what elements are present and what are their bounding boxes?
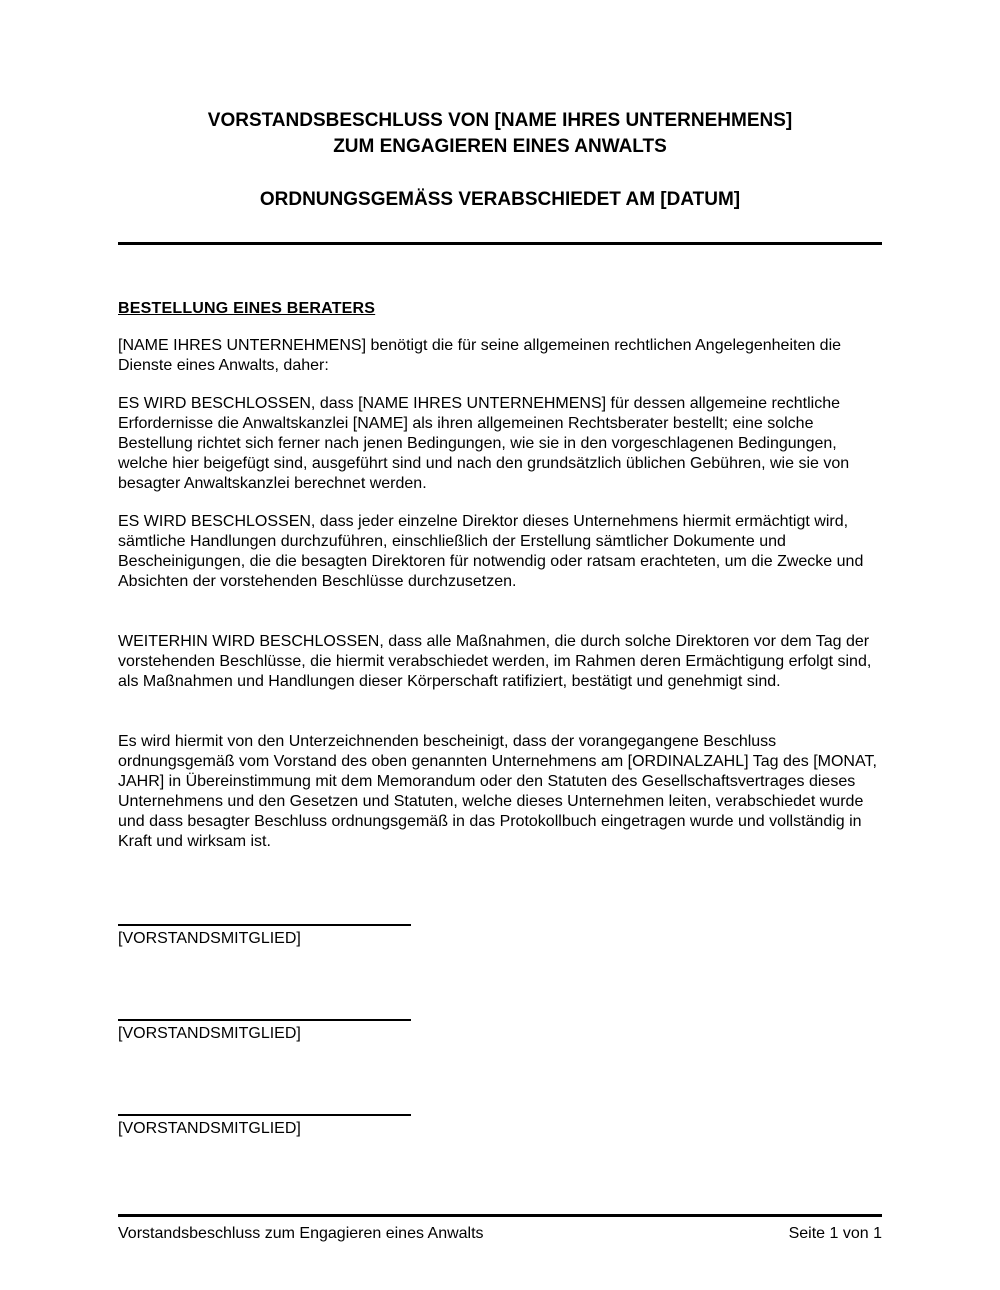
paragraph-certification: Es wird hiermit von den Unterzeichnenden bescheinigt, dass der vorangegangene Beschluss ordnungsgemäß vom Vorstand des oben genannten Unternehmens am [ORDINALZAHL] Tag des [MONAT, JAHR] in Übereinstimmung mit dem Memorandum oder den Statuten des Gesellschaftsvertrages dieses Unternehmens und den Gesetzen und Statuten, welche dieses Unternehmen leiten, verabschiedet wurde und dass besagter Beschluss ordnungsgemäß in das Protokollbuch eingetragen wurde und vollständig in Kraft und wirksam ist. xyxy=(118,733,877,850)
signature-line xyxy=(118,1019,411,1021)
signature-block-3 xyxy=(118,1114,882,1139)
signature-block-2 xyxy=(118,1019,882,1044)
paragraph-resolution-3: WEITERHIN WIRD BESCHLOSSEN, dass alle Maßnahmen, die durch solche Direktoren vor dem Tag der vorstehenden Beschlüsse, die hiermit verabschiedet werden, im Rahmen deren Ermächtigung erfolgt sind, als Maßnahmen und Handlungen dieser Körperschaft ratifiziert, bestätigt und genehmigt sind. xyxy=(118,633,872,690)
paragraph-resolution-1: ES WIRD BESCHLOSSEN, dass [NAME IHRES UNTERNEHMENS] für dessen allgemeine rechtliche Erfordernisse die Anwaltskanzlei [NAME] als ihren allgemeinen Rechtsberater bestellt; eine solche Bestellung richtet sich ferner nach jenen Bedingungen, wie sie in den vorgeschlagenen Bedingungen, welche hier beigefügt sind, ausgeführt sind und nach den grundsätzlich üblichen Gebühren, wie sie von besagter Anwaltskanzlei berechnet werden. xyxy=(118,395,850,492)
signature-line xyxy=(118,924,411,926)
signature-block-1 xyxy=(118,924,882,949)
page-footer xyxy=(118,1214,882,1244)
paragraph-intro: [NAME IHRES UNTERNEHMENS] benötigt die für seine allgemeinen rechtlichen Angelegenheiten die Dienste eines Anwalts, daher: xyxy=(118,337,842,374)
paragraph-resolution-2: ES WIRD BESCHLOSSEN, dass jeder einzelne Direktor dieses Unternehmens hiermit ermächtigt wird, sämtliche Handlungen durchzuführen, einschließlich der Erstellung sämtlicher Dokumente und Bescheinigungen, die die besagten Direktoren für notwendig oder ratsam erachteten, um die Zwecke und Absichten der vorstehenden Beschlüsse durchzusetzen. xyxy=(118,513,864,590)
footer-row xyxy=(118,1217,882,1244)
signature-label: [VORSTANDSMITGLIED] xyxy=(118,1120,301,1137)
header-divider xyxy=(118,242,882,245)
document-title-line1: VORSTANDSBESCHLUSS VON [NAME IHRES UNTERNEHMENS] xyxy=(207,110,793,131)
document-subtitle: ORDNUNGSGEMÄSS VERABSCHIEDET AM [DATUM] xyxy=(259,189,741,210)
document-title xyxy=(118,108,882,160)
signature-label: [VORSTANDSMITGLIED] xyxy=(118,1025,301,1042)
section-heading: BESTELLUNG EINES BERATERS xyxy=(118,300,376,317)
footer-page-number: Seite 1 von 1 xyxy=(788,1225,882,1242)
signature-line xyxy=(118,1114,411,1116)
document-title-line2: ZUM ENGAGIEREN EINES ANWALTS xyxy=(333,136,667,157)
signature-label: [VORSTANDSMITGLIED] xyxy=(118,930,301,947)
footer-document-name: Vorstandsbeschluss zum Engagieren eines Anwalts xyxy=(118,1225,484,1242)
